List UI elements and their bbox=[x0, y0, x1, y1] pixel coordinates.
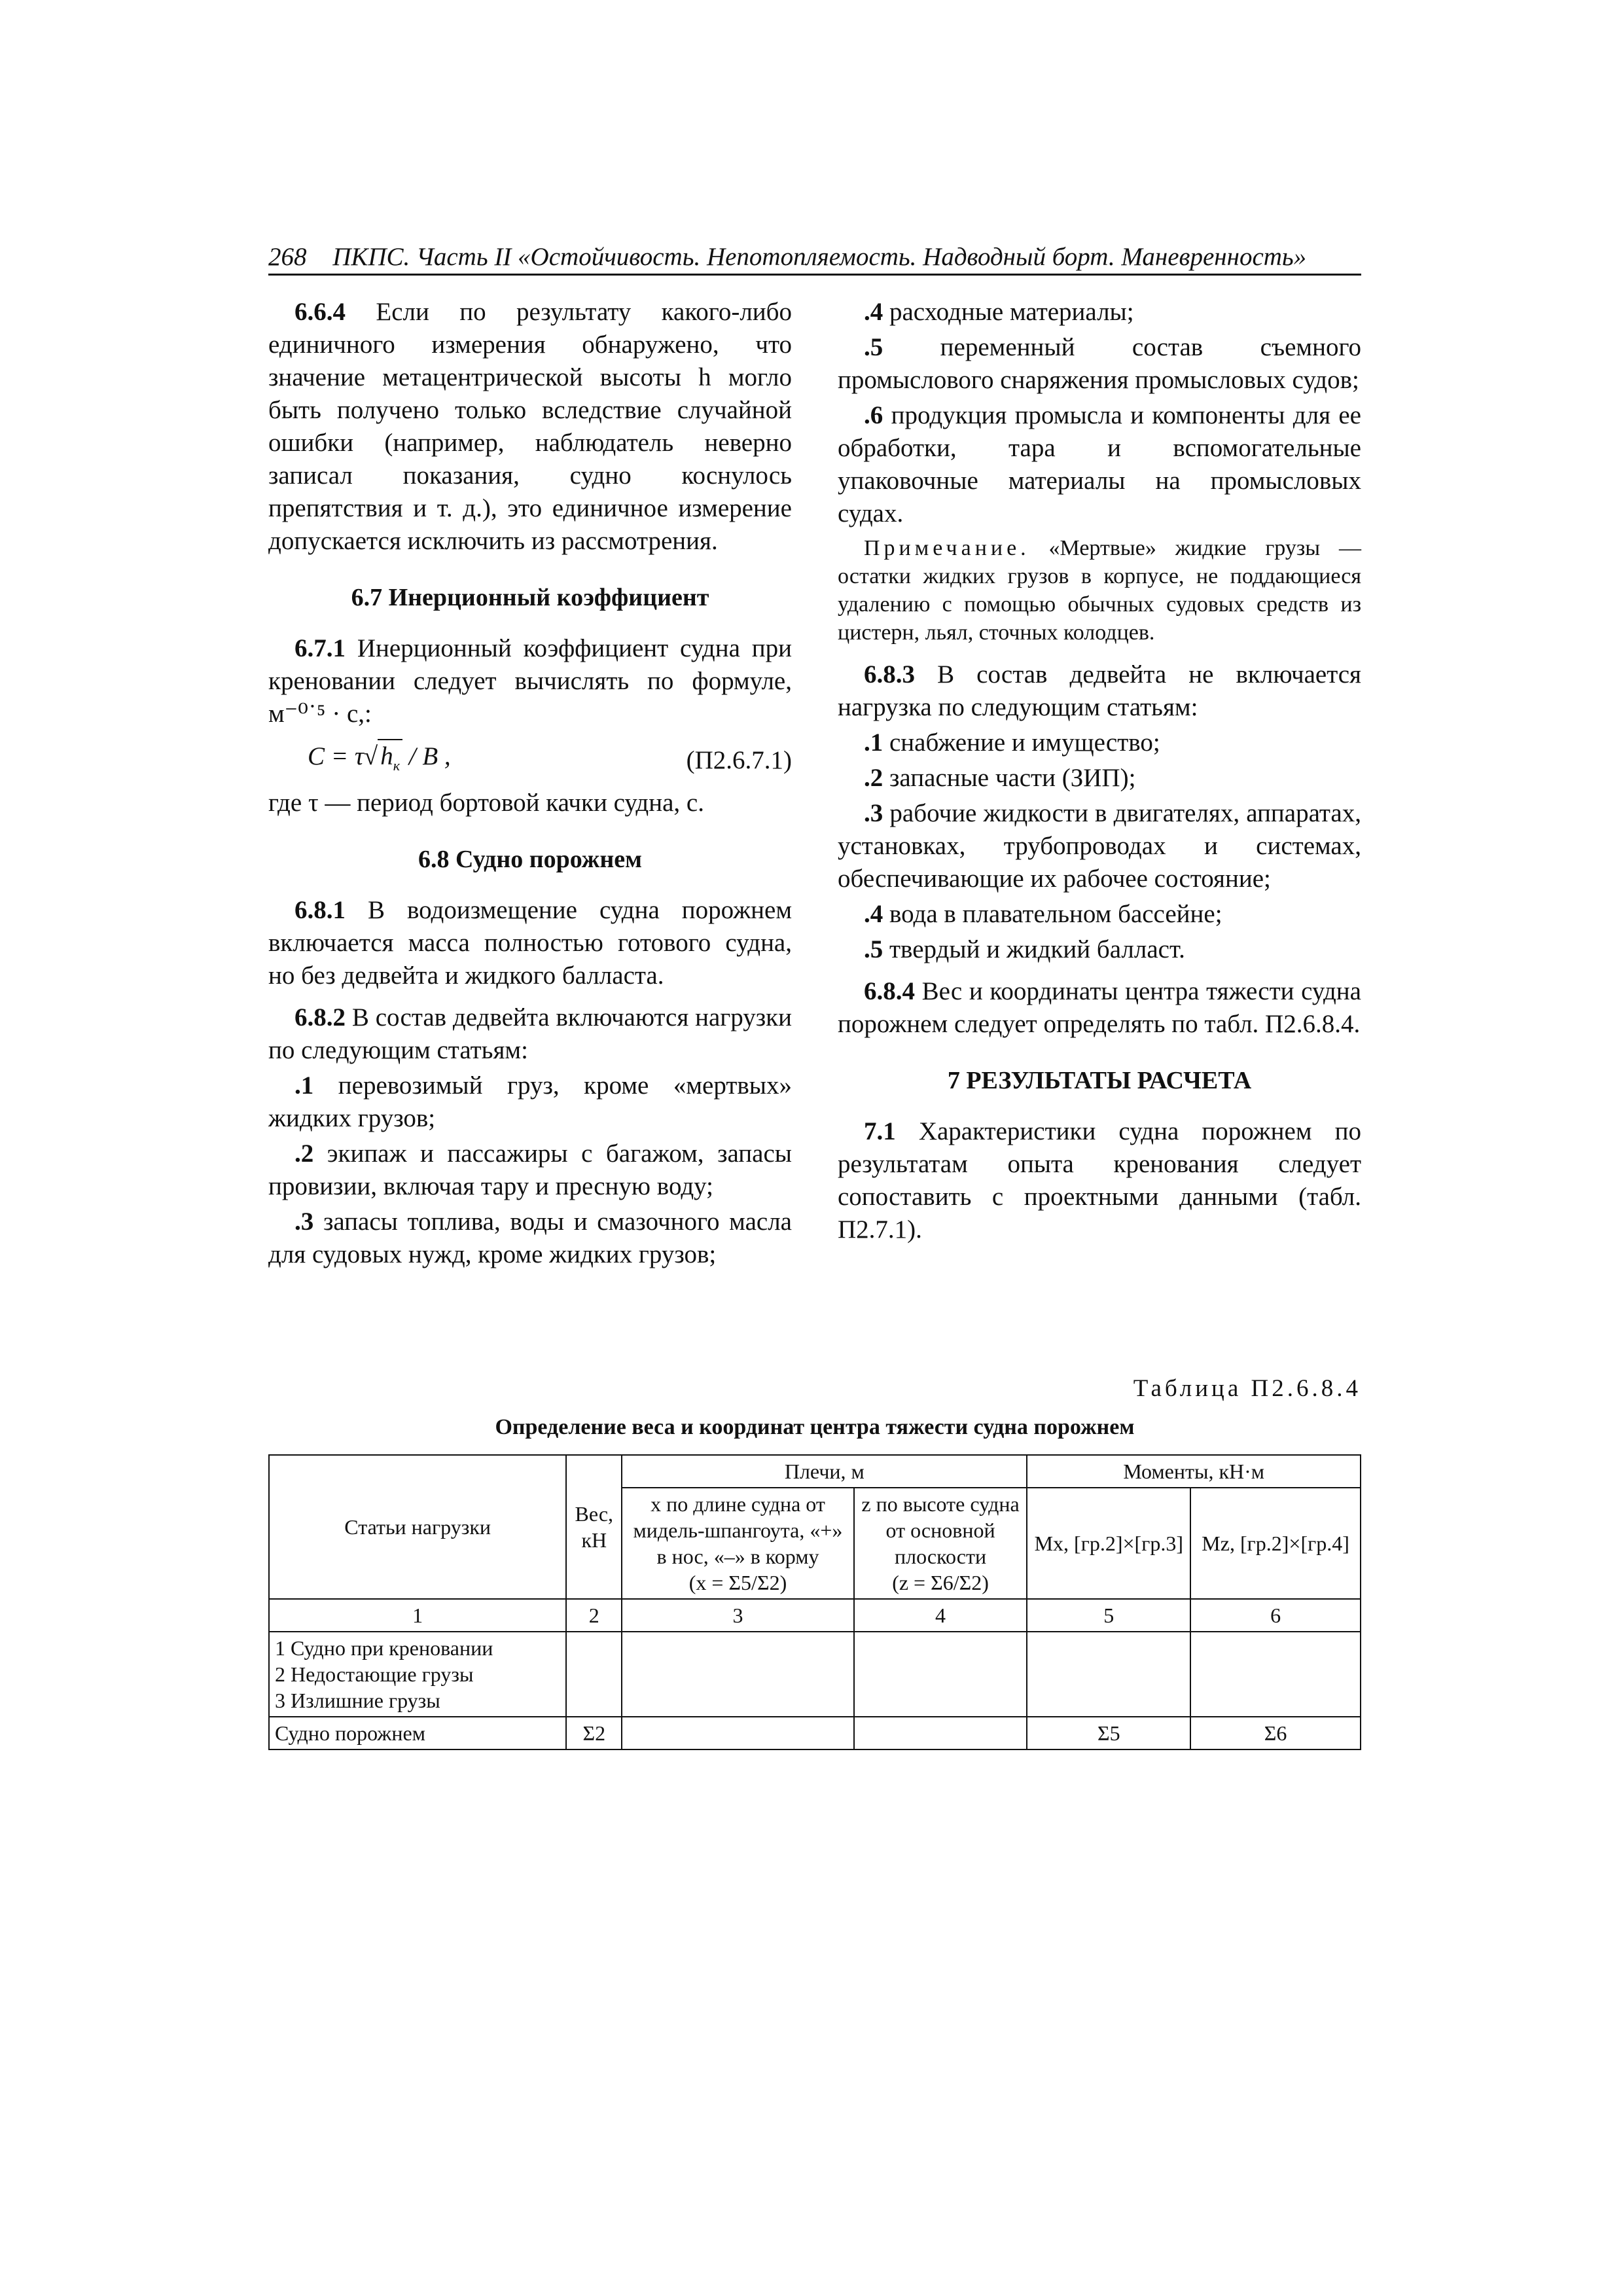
para-6-8-3: 6.8.3 В состав дедвейта не включается нагрузка по следующим статьям: bbox=[838, 660, 1361, 721]
table-row-total: Судно порожнем Σ2 Σ5 Σ6 bbox=[269, 1717, 1361, 1749]
heading-6-8: 6.8 Судно порожнем bbox=[418, 846, 642, 873]
para-6-8-2: 6.8.2 В состав дедвейта включаются нагрузки по следующим статьям: bbox=[268, 1003, 792, 1064]
header-moments: Моменты, кН·м bbox=[1027, 1455, 1361, 1488]
header-weight: Вес, кН bbox=[566, 1455, 622, 1599]
header-x: x по длине судна от мидель-шпангоута, «+» в нос, «–» в корму (x = Σ5/Σ2) bbox=[622, 1488, 853, 1599]
list-item: .4 расходные материалы; bbox=[864, 298, 1134, 326]
heading-6-7: 6.7 Инерционный коэффициент bbox=[351, 584, 709, 611]
table-header-row bbox=[269, 1455, 1361, 1488]
list-item: .3 рабочие жидкости в двигателях, аппаратах, установках, трубопроводах и системах, обеспечивающие их рабочее состояние; bbox=[838, 799, 1361, 893]
formula-expression: C = τ√ $h_к$ / B , bbox=[308, 739, 451, 782]
note-label: Примечание. bbox=[864, 536, 1030, 560]
table-row: 1 Судно при креновании 2 Недостающие грузы 3 Излишние грузы bbox=[269, 1632, 1361, 1717]
list-item: .5 переменный состав съемного промыслового снаряжения промысловых судов; bbox=[838, 333, 1361, 394]
para-6-8-4: 6.8.4 Вес и координаты центра тяжести судна порожнем следует определять по табл. П2.6.8.4. bbox=[838, 977, 1361, 1038]
para-6-7-1: 6.7.1 Инерционный коэффициент судна при креновании следует вычислять по формуле, м⁻⁰˙⁵ · с,: bbox=[268, 634, 792, 728]
list-item: .4 вода в плавательном бассейне; bbox=[864, 900, 1222, 928]
table-caption: Таблица П2.6.8.4 bbox=[1133, 1375, 1361, 1402]
list-item: .2 запасные части (ЗИП); bbox=[864, 764, 1136, 792]
table-title: Определение веса и координат центра тяжести судна порожнем bbox=[495, 1415, 1135, 1439]
header-z: z по высоте судна от основной плоскости (z = Σ6/Σ2) bbox=[854, 1488, 1027, 1599]
list-item: .3 запасы топлива, воды и смазочного масла для судовых нужд, кроме жидких грузов; bbox=[268, 1208, 792, 1268]
running-title: ПКПС. Часть II «Остойчивость. Непотопляемость. Надводный борт. Маневренность» bbox=[332, 243, 1307, 271]
right-column bbox=[838, 296, 1361, 1255]
list-item: .1 перевозимый груз, кроме «мертвых» жидких грузов; bbox=[268, 1071, 792, 1132]
header-arms: Плечи, м bbox=[622, 1455, 1027, 1488]
header-mx: Mx, [гр.2]×[гр.3] bbox=[1027, 1488, 1190, 1599]
para-6-8-1: 6.8.1 В водоизмещение судна порожнем включается масса полностью готового судна, но без дедвейта и жидкого балласта. bbox=[268, 896, 792, 990]
running-header bbox=[268, 241, 1361, 276]
list-item: .5 твердый и жидкий балласт. bbox=[864, 935, 1185, 963]
left-column bbox=[268, 296, 792, 1280]
para-6-6-4: 6.6.4 Если по результату какого-либо единичного измерения обнаружено, что значение метацентрической высоты h могло быть получено только вследствие случайной ошибки (например, наблюдатель неверно записал показания, судно коснулось препятствия и т. д.), это единичное измерение допускается исключить из рассмотрения. bbox=[268, 298, 792, 555]
note: Примечание. «Мертвые» жидкие грузы — остатки жидких грузов в корпусе, не поддающиеся удалению с помощью обычных судовых средств из цистерн, льял, сточных колодцев. bbox=[838, 536, 1361, 645]
formula-p2-6-7-1 bbox=[268, 740, 792, 781]
formula-where: где τ — период бортовой качки судна, с. bbox=[268, 789, 704, 817]
para-7-1: 7.1 Характеристики судна порожнем по результатам опыта кренования следует сопоставить с проектными данными (табл. П2.7.1). bbox=[838, 1117, 1361, 1244]
weight-table bbox=[268, 1454, 1361, 1750]
list-item: .1 снабжение и имущество; bbox=[864, 728, 1160, 757]
header-items: Статьи нагрузки bbox=[269, 1455, 566, 1599]
list-item: .2 экипаж и пассажиры с багажом, запасы провизии, включая тару и пресную воду; bbox=[268, 1139, 792, 1200]
column-number-row: 1 2 3 4 5 6 bbox=[269, 1599, 1361, 1632]
page-number: 268 bbox=[268, 243, 307, 271]
heading-7: 7 РЕЗУЛЬТАТЫ РАСЧЕТА bbox=[947, 1067, 1252, 1094]
list-item: .6 продукция промысла и компоненты для ее обработки, тара и вспомогательные упаковочные материалы на промысловых судах. bbox=[838, 401, 1361, 528]
formula-number: (П2.6.7.1) bbox=[686, 746, 792, 774]
header-mz: Mz, [гр.2]×[гр.4] bbox=[1190, 1488, 1361, 1599]
